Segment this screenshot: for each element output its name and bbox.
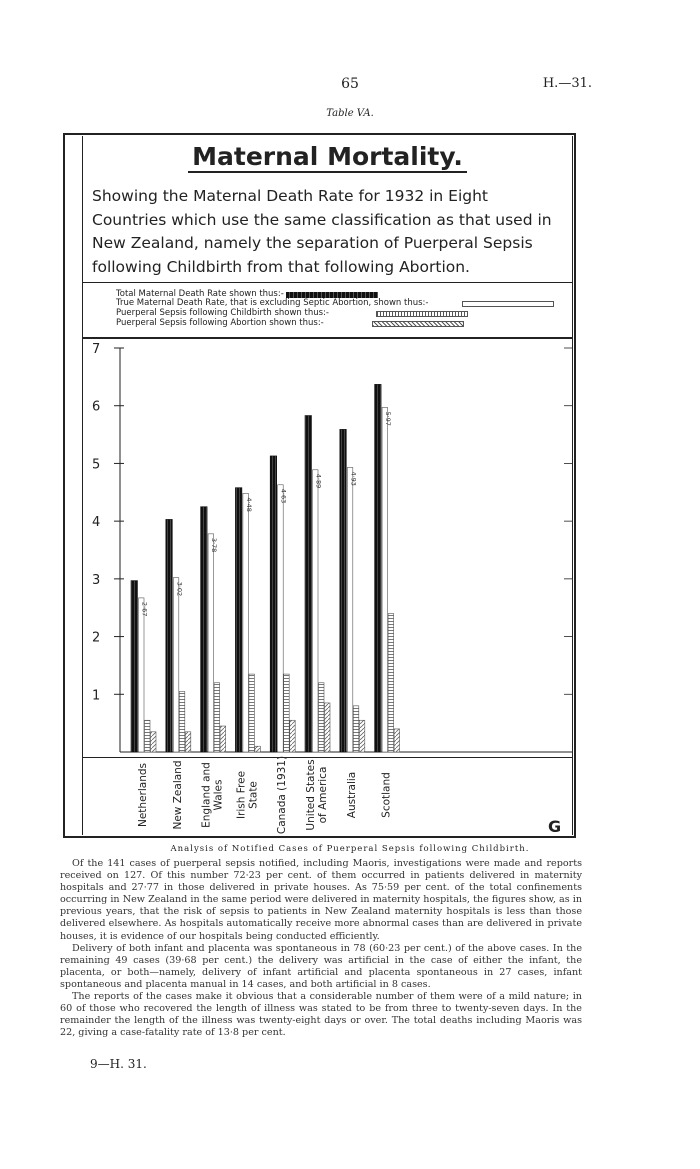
legend-label-sepsis-abortion: Puerperal Sepsis following Abortion shown thus:-	[116, 318, 324, 328]
bar-plain	[208, 534, 214, 752]
bar-diagonal-hatch	[220, 726, 226, 752]
y-tick-label: 6	[92, 399, 101, 415]
bar-diagonal-hatch	[185, 732, 191, 752]
bar-plain	[382, 407, 388, 752]
bar-vertical-hatch	[353, 706, 359, 752]
bar-plain	[139, 598, 145, 752]
bar-solid	[270, 456, 277, 752]
category-label: Canada (1931)	[276, 755, 289, 835]
category-label: United States	[305, 759, 317, 831]
bar-diagonal-hatch	[255, 746, 261, 752]
y-tick-label: 5	[92, 457, 101, 473]
bar-diagonal-hatch	[325, 703, 331, 752]
category-label: New Zealand	[171, 760, 184, 830]
bar-data-label: 2·67	[140, 601, 149, 617]
chart-title: Maternal Mortality.	[82, 142, 573, 171]
bar-plain	[347, 467, 353, 752]
bar-diagonal-hatch	[359, 720, 365, 752]
bar-solid	[166, 519, 173, 752]
bar-vertical-hatch	[145, 720, 151, 752]
legend-label-sepsis-childbirth: Puerperal Sepsis following Childbirth shown thus:-	[116, 308, 329, 318]
bar-vertical-hatch	[179, 691, 185, 752]
paragraph: Delivery of both infant and placenta was spontaneous in 78 (60·23 per cent.) of the above cases. In the remaining 49 cases (39·68 per cent.) the delivery was artificial in the case of either the infant, the placenta, or both—namely, delivery of infant artificial and placenta spontaneous in 27 cases, infant spontaneous and placenta manual in 14 cases, and both artificial in 8 cases.	[60, 942, 582, 990]
bar-solid	[340, 429, 347, 752]
bar-diagonal-hatch	[394, 729, 400, 752]
bar-plain	[173, 578, 179, 752]
bar-diagonal-hatch	[151, 732, 157, 752]
bar-vertical-hatch	[319, 683, 325, 752]
legend-label-true: True Maternal Death Rate, that is excluding Septic Abortion, shown thus:-	[116, 298, 429, 308]
table-label: Table VA.	[326, 108, 374, 119]
bar-plain	[243, 493, 249, 752]
bar-vertical-hatch	[249, 674, 255, 752]
paragraph: Of the 141 cases of puerperal sepsis notified, including Maoris, investigations were made and reports received on 127. Of this number 72·23 per cent. of them occurred in patients delivered in maternity hospitals and 27·77 in those delivered in private houses. As 75·59 per cent. of the total confinements occurring in New Zealand in the same period were delivered in maternity hospitals, the figures show, as in previous years, that the risk of sepsis to patients in New Zealand maternity hospitals is less than those delivered elsewhere. As hospitals automatically receive more abnormal cases than are delivered in private houses, it is evidence of our hospitals being conducted efficiently.	[60, 858, 582, 942]
chart-subtitle: Showing the Maternal Death Rate for 1932 in Eight Countries which use the same classification as that used in New Zealand, namely the separation of Puerperal Sepsis following Childbirth from that following Abortion.	[92, 187, 552, 276]
bar-plain	[313, 470, 319, 752]
bar-diagonal-hatch	[290, 720, 296, 752]
bar-solid	[131, 581, 138, 752]
bar-vertical-hatch	[388, 613, 394, 752]
bar-data-label: 4·63	[279, 488, 288, 504]
printer-emblem: G	[548, 817, 562, 836]
category-label: Netherlands	[137, 762, 149, 828]
y-tick-label: 4	[92, 515, 101, 531]
bar-solid	[305, 416, 312, 752]
y-tick-label: 2	[92, 630, 101, 646]
y-tick-label: 3	[92, 572, 101, 588]
bar-data-label: 3·78	[210, 537, 219, 553]
legend-label-total: Total Maternal Death Rate shown thus:-	[116, 289, 284, 299]
category-label: Wales	[212, 779, 225, 811]
bar-solid	[235, 488, 242, 752]
bar-data-label: 3·02	[175, 581, 184, 597]
category-label: of America	[317, 766, 329, 824]
category-label: Scotland	[380, 772, 393, 818]
category-label: England and	[200, 762, 213, 828]
bar-data-label: 5·97	[384, 411, 393, 426]
bar-data-label: 4·93	[349, 471, 358, 486]
bar-data-label: 4·48	[244, 497, 253, 512]
y-tick-label: 1	[92, 688, 101, 704]
page-number: 65	[341, 76, 359, 92]
section-caption: Analysis of Notified Cases of Puerperal Sepsis following Childbirth.	[170, 844, 530, 854]
paragraph: The reports of the cases make it obvious that a considerable number of them were of a mild nature; in 60 of those who recovered the length of illness was stated to be from three to twenty-seven days. In the remainder the length of the illness was twenty-eight days or over. The total deaths including Maoris was 22, giving a case-fatality rate of 13·8 per cent.	[60, 991, 582, 1039]
category-label: State	[247, 781, 260, 809]
page-footer: 9—H. 31.	[90, 1057, 147, 1071]
bar-solid	[201, 507, 208, 752]
category-label: Irish Free	[235, 770, 248, 820]
document-reference: H.—31.	[542, 76, 592, 91]
category-label: Australia	[345, 771, 358, 819]
bar-solid	[375, 384, 382, 752]
y-tick-label: 7	[92, 342, 101, 357]
bar-vertical-hatch	[214, 683, 220, 752]
body-text	[60, 858, 582, 1039]
bar-vertical-hatch	[284, 674, 290, 752]
bar-plain	[278, 485, 284, 752]
bar-data-label: 4·89	[314, 473, 323, 489]
